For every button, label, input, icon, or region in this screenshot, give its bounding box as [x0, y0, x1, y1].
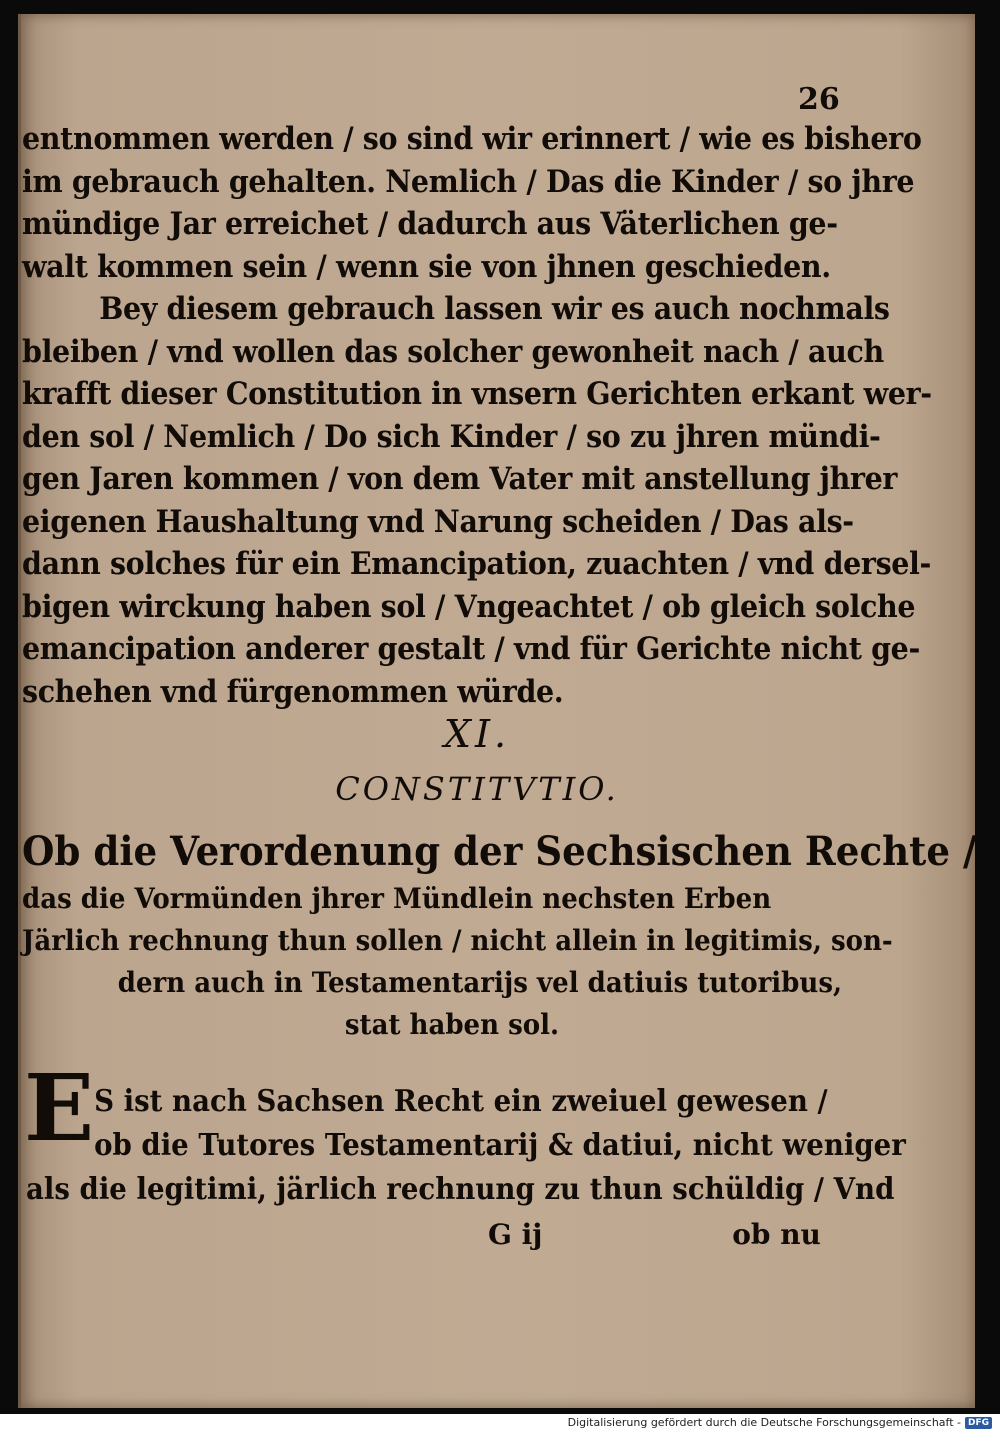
page-number: 26 — [798, 82, 840, 117]
text-line: als die legitimi, järlich rechnung zu thun schüldig / Vnd — [26, 1172, 895, 1207]
dfg-logo: DFG — [965, 1417, 992, 1429]
footer-credit — [568, 1416, 992, 1429]
heading-line: dern auch in Testamentarijs vel datiuis tutoribus, — [117, 966, 843, 999]
heading-line: stat haben sol. — [344, 1008, 560, 1041]
heading-line: das die Vormünden jhrer Mündlein nechsten Erben — [22, 882, 772, 915]
section-label: CONSTITVTIO. — [335, 770, 619, 808]
text-line: bigen wirckung haben sol / Vngeachtet / ob gleich solche — [22, 588, 916, 625]
body-text — [22, 118, 932, 713]
text-line: mündige Jar erreichet / dadurch aus Väterlichen ge- — [22, 206, 838, 242]
text-line: emancipation anderer gestalt / vnd für Gerichte nicht ge- — [22, 631, 920, 667]
text-line: entnommen werden / so sind wir erinnert / wie es bishero — [22, 121, 922, 157]
text-line: Bey diesem gebrauch lassen wir es auch nochmals — [99, 291, 890, 327]
text-line: ob die Tutores Testamentarij & datiui, nicht weniger — [94, 1128, 906, 1163]
text-line: bleiben / vnd wollen das solcher gewonheit nach / auch — [22, 333, 884, 370]
text-line: schehen vnd fürgenommen würde. — [22, 673, 564, 710]
text-line: den sol / Nemlich / Do sich Kinder / so zu jhren mündi- — [22, 418, 881, 455]
paragraph-text — [26, 1080, 906, 1212]
text-line: gen Jaren kommen / von dem Vater mit anstellung jhrer — [22, 461, 898, 497]
drop-capital: E — [24, 1054, 95, 1162]
heading-line: Ob die Verordenung der Sechsischen Rechte / — [22, 828, 977, 875]
text-line: eigenen Haushaltung vnd Narung scheiden / Das als- — [22, 503, 854, 540]
footer-text: Digitalisierung gefördert durch die Deutsche Forschungsgemeinschaft - — [567, 1416, 961, 1429]
text-line: S ist nach Sachsen Recht ein zweiuel gewesen / — [94, 1084, 828, 1119]
signature-mark: G ij — [488, 1218, 543, 1251]
text-line: walt kommen sein / wenn sie von jhnen geschieden. — [22, 248, 831, 285]
text-line: dann solches für ein Emancipation, zuachten / vnd dersel- — [22, 546, 931, 582]
catchword: ob nu — [732, 1218, 821, 1251]
heading-line: Järlich rechnung thun sollen / nicht allein in legitimis, son- — [22, 924, 893, 957]
catchline — [488, 1218, 828, 1251]
text-line: im gebrauch gehalten. Nemlich / Das die Kinder / so jhre — [22, 163, 915, 200]
section-number: XI. — [443, 712, 511, 756]
section-heading — [22, 826, 977, 1046]
text-line: krafft dieser Constitution in vnsern Gerichten erkant wer- — [22, 376, 932, 412]
